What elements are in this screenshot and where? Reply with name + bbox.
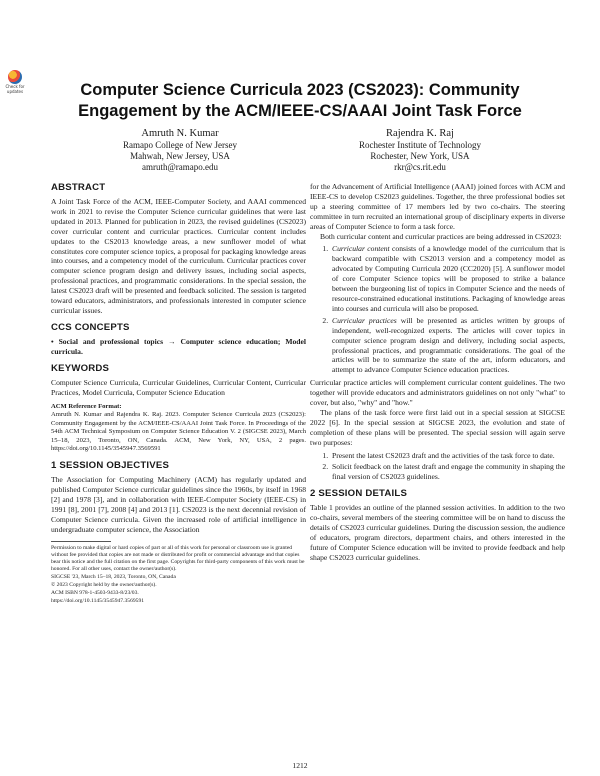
paper-title: Computer Science Curricula 2023 (CS2023): Community Engagement by the ACM/IEEE-CS/AAAI Joint Task Force <box>78 81 522 120</box>
page-number: 1212 <box>292 761 308 770</box>
author-2-name: Rajendra K. Raj <box>386 128 454 139</box>
item-1-term: Curricular content <box>332 244 390 254</box>
abstract-text: A Joint Task Force of the ACM, IEEE-Computer Society, and AAAI commenced work in 2021 to revise the Computer Science curricular guidelines that were last updated in 2013. Planned for publication in 2023, the revised guidelines (CS2023) cover curricular content and curricular practices. Curricular content includes updates to the CS2013 knowledge areas, a new sunflower model of what constitutes core computer science topics, a proposal for packaging knowledge areas into courses, and a competency model of the curriculum. Curricular practices cover computer science program design and delivery issues, including social aspects, professional practices, and programmatic considerations. In the special session, the latest CS2023 draft will be presented and feedback solicited. The session is targeted toward educators, administrators, and professionals interested in computer science curricular issues. <box>51 197 306 315</box>
right-paragraph-3: Curricular practice articles will complement curricular content guidelines. The two together will provide educators and administrators guidelines on not only "what" to cover, but also, "why" and "how." <box>310 378 565 408</box>
author-1-affiliation: Ramapo College of New Jersey <box>123 140 237 150</box>
left-column <box>51 182 306 606</box>
curricula-list <box>310 244 565 375</box>
author-1-email: amruth@ramapo.edu <box>141 162 218 172</box>
list-item: 2. Solicit feedback on the latest draft and engage the community in shaping the final version of CS2023 guidelines. <box>330 462 565 482</box>
keywords-text: Computer Science Curricula, Curricular Guidelines, Curricular Content, Curricular Practices, Model Curricula, Computer Science Education <box>51 377 306 397</box>
purposes-list <box>310 451 565 483</box>
author-2-email: rkr@cs.rit.edu <box>394 162 446 172</box>
author-1-name: Amruth N. Kumar <box>141 128 219 139</box>
isbn-line: ACM ISBN 978-1-4503-9433-8/23/03. <box>51 589 139 596</box>
item-1-text: consists of a knowledge model of the curriculum that is backward compatible with CS2013 version and a competency model as advocated by Computing Curricula 2020 (CC2020) [5]. A sunflower model of core Computer Science topics will be proposed to strike a balance between the burgeoning list of topics in Computer Science and the needs of resource-constrained educational institutions. Packaging of knowledge areas into courses and curricula will also be proposed. <box>332 244 565 313</box>
ccs-text: • Social and professional topics → Computer science education; Model curricula. <box>51 336 306 356</box>
list-item <box>330 316 565 375</box>
author-1-location: Mahwah, New Jersey, USA <box>130 151 230 161</box>
section-1-heading: 1 SESSION OBJECTIVES <box>51 460 170 472</box>
author-2-location: Rochester, New York, USA <box>370 151 470 161</box>
right-column <box>310 182 565 563</box>
venue-line: SIGCSE '23, March 15–18, 2023, Toronto, ON, Canada <box>51 573 176 580</box>
copyright-line: © 2023 Copyright held by the owner/author(s). <box>51 581 157 588</box>
keywords-heading: KEYWORDS <box>51 362 110 374</box>
section-1-text: The Association for Computing Machinery (ACM) has regularly updated and published Computer Science curricular guidelines since the 1960s, by itself in 1968 [2] and 1978 [3], and in collaboration with IEEE-Computer Society (IEEE-CS) in 1991 [8], 2001 [7], 2008 [4] and 2013 [1]. CS2023 is the next decennial revision of Computer Science curricula. Given the increased role of artificial intelligence in undergraduate computer science, the Association <box>51 475 306 534</box>
permission-notice: Permission to make digital or hard copies of part or all of this work for personal or classroom use is granted without fee provided that copies are not made or distributed for profit or commercial advantage and that copies bear this notice and the full citation on the first page. Copyrights for third-party components of this work must be honored. For all other uses, contact the owner/author(s). <box>51 544 305 572</box>
section-2-heading: 2 SESSION DETAILS <box>310 488 408 500</box>
badge-label: Check for updates <box>5 84 25 94</box>
item-2-text: will be presented as articles written by groups of independent, well-recognized experts. The articles will cover topics in computer science program design and delivery, including social aspects, professional practices, and programmatic considerations. The goal of the articles will be to summarize the state of the art, inform educators, and attempt to advance Computer Science education practices. <box>332 315 565 375</box>
reference-heading: ACM Reference Format: <box>51 402 122 410</box>
item-2-term: Curricular practices <box>332 315 397 325</box>
abstract-heading: ABSTRACT <box>51 182 106 193</box>
list-item: 1. Present the latest CS2023 draft and the activities of the task force to date. <box>330 451 565 461</box>
check-for-updates-badge[interactable] <box>4 70 26 92</box>
right-paragraph-1: for the Advancement of Artificial Intelligence (AAAI) joined forces with ACM and IEEE-CS to develop CS2023 guidelines. Together, the three professional bodies set up a steering committee of 17 members led by two co-chairs. The steering committee in turn recruited an international group of disciplinary experts in diverse areas of Computer Science to form a task force. <box>310 182 565 231</box>
right-paragraph-2: Both curricular content and curricular practices are being addressed in CS2023: <box>320 231 562 241</box>
ccs-heading: CCS CONCEPTS <box>51 321 130 333</box>
section-2-text: Table 1 provides an outline of the planned session activities. In addition to the two co-chairs, several members of the steering committee will be on hand to discuss the details of CS2023 curricular guidelines. During the discussion session, the audience of educators, program directors, department chairs, and others interested in the future of Computer Science education will be invited to provide feedback and help shape CS2023 curricular guidelines. <box>310 503 565 562</box>
right-paragraph-4: The plans of the task force were first laid out in a special session at SIGCSE 2022 [6]. In the special session at SIGCSE 2023, the evolution and state of completion of these plans will be presented. The special session will again serve two purposes: <box>310 407 565 447</box>
doi-link[interactable]: https://doi.org/10.1145/3545947.3569591 <box>51 597 145 604</box>
footnote <box>51 545 306 605</box>
crossmark-icon <box>8 70 22 84</box>
list-item <box>330 244 565 313</box>
reference-text: Amruth N. Kumar and Rajendra K. Raj. 2023. Computer Science Curricula 2023 (CS2023): Community Engagement by the ACM/IEEE-CS/AAAI Joint Task Force. In Proceedings of the 54th ACM Technical Symposium on Computer Science Education V. 2 (SIGCSE 2023), March 15–18, 2023, Toronto, ON, Canada. ACM, New York, NY, USA, 2 pages. https://doi.org/10.1145/3545947.3569591 <box>51 411 306 453</box>
author-2-affiliation: Rochester Institute of Technology <box>359 140 481 150</box>
author-1 <box>60 127 300 173</box>
author-2 <box>300 127 540 173</box>
footnote-rule <box>51 541 111 542</box>
